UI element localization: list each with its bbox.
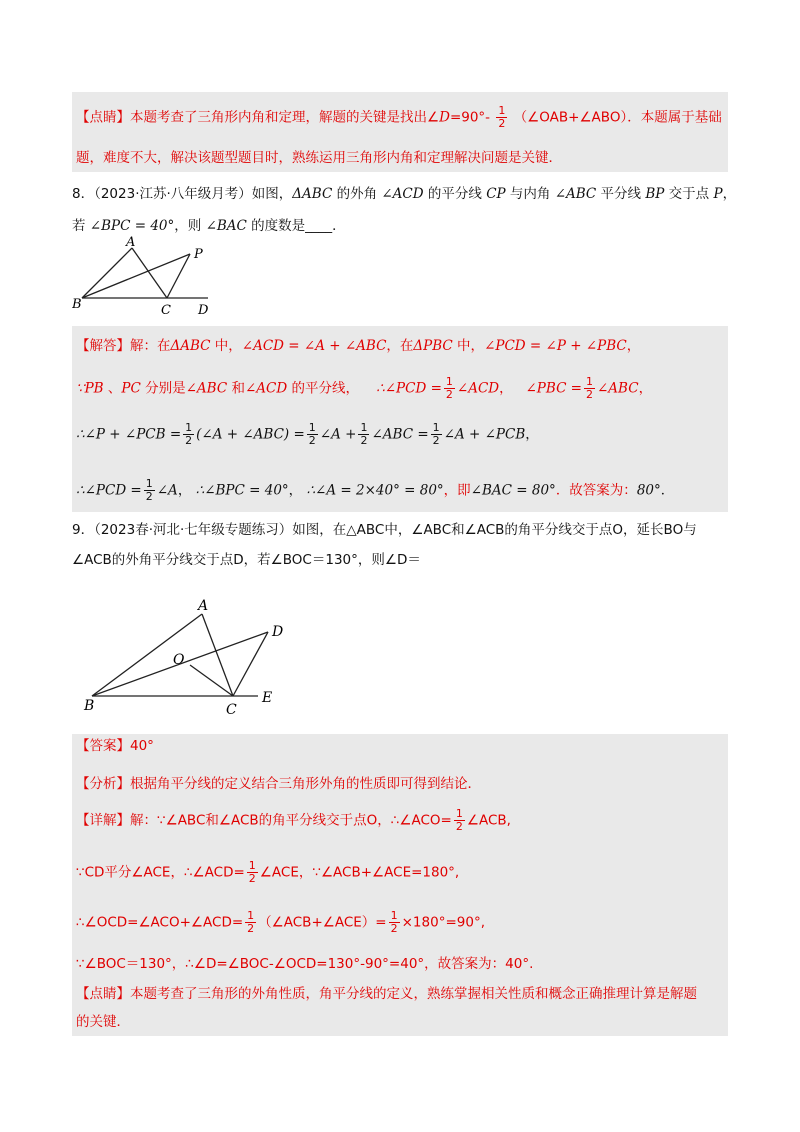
frac-den: 2 xyxy=(360,434,368,447)
line-ba xyxy=(82,248,132,298)
math: ∴∠BPC = 40° xyxy=(195,482,289,499)
fraction xyxy=(183,422,194,447)
line-ba xyxy=(92,614,202,696)
sol9-detail-4: ∵∠BOC＝130°，∴∠D=∠BOC-∠OCD=130°-90°=40°，故答案为：40°. xyxy=(76,956,534,972)
text: =90°- xyxy=(449,109,491,126)
text: 8．（2023·江苏·八年级月考）如图， xyxy=(72,186,293,202)
fraction xyxy=(247,860,258,885)
text: ， xyxy=(638,380,653,397)
math: ∠A xyxy=(156,482,178,499)
fraction xyxy=(584,376,595,401)
frac-den: 2 xyxy=(445,388,453,401)
math: ∠ACD = ∠A + ∠ABC xyxy=(241,338,387,354)
text: 【详解】解：∵∠ABC和∠ACB的角平分线交于点O，∴∠ACO= xyxy=(76,812,452,829)
text: 的平分线 xyxy=(423,186,487,202)
math: 80° xyxy=(636,482,661,499)
text: ，即 xyxy=(443,482,471,499)
line-cp xyxy=(167,254,190,298)
label-a: A xyxy=(198,598,209,614)
label-c: C xyxy=(226,702,237,718)
text: ， xyxy=(626,338,641,354)
frac-num: 1 xyxy=(308,421,316,434)
frac-den: 2 xyxy=(432,434,440,447)
frac-num: 1 xyxy=(145,477,153,490)
q8-line-1 xyxy=(72,184,736,204)
label-d: D xyxy=(198,303,209,318)
math: ∠ACD xyxy=(381,186,424,202)
dianjing-block-1 xyxy=(72,92,728,172)
math: ∠BPC = 40° xyxy=(89,218,175,234)
frac-den: 2 xyxy=(390,922,398,935)
text: ，则 xyxy=(174,218,206,234)
dianjing-line-1 xyxy=(76,105,722,130)
text: ， xyxy=(499,380,513,397)
sol8-line-1 xyxy=(76,336,640,356)
frac-num: 1 xyxy=(360,421,368,434)
text: 中， xyxy=(452,338,485,354)
sol9-answer: 【答案】40° xyxy=(76,738,154,754)
fraction xyxy=(389,910,400,935)
math: ∴∠PCD = xyxy=(376,380,442,397)
math: ∠A + ∠PCB xyxy=(443,426,526,443)
line-cd xyxy=(233,632,268,696)
frac-den: 2 xyxy=(498,117,506,130)
frac-den: 2 xyxy=(145,490,153,503)
q8-solution-block xyxy=(72,326,728,512)
frac-num: 1 xyxy=(498,104,506,117)
frac-num: 1 xyxy=(455,807,463,820)
fraction xyxy=(307,422,318,447)
math: ∠ABC xyxy=(597,380,639,397)
text: 分别是 xyxy=(140,380,186,397)
q9-line-2: ∠ACB的外角平分线交于点D，若∠BOC＝130°，则∠D＝ xyxy=(72,552,421,568)
frac-num: 1 xyxy=(390,909,398,922)
math: ∠ABC = xyxy=(371,426,429,443)
sol9-dianjing-2: 的关键． xyxy=(76,1014,130,1030)
math: ∠PBC = xyxy=(525,380,582,397)
fraction xyxy=(358,422,369,447)
frac-den: 2 xyxy=(248,872,256,885)
math: ∠PCD = ∠P + ∠PBC xyxy=(484,338,627,354)
text: 若 xyxy=(72,218,90,234)
label-o: O xyxy=(173,652,185,668)
label-b: B xyxy=(84,698,95,714)
fraction xyxy=(245,910,256,935)
math: ∠ACD xyxy=(456,380,500,397)
text: 与内角 xyxy=(505,186,555,202)
text: 的平分线， xyxy=(287,380,359,397)
text: ∠ACB, xyxy=(466,812,511,829)
text: 中， xyxy=(210,338,242,354)
fraction xyxy=(454,808,465,833)
label-p: P xyxy=(194,247,203,262)
sol9-detail-3 xyxy=(76,910,485,935)
frac-den: 2 xyxy=(455,820,463,833)
text: 交于点 xyxy=(664,186,714,202)
text: （∠OAB+∠ABO）．本题属于基础 xyxy=(513,109,722,126)
math: ∠ABC xyxy=(554,186,597,202)
math: D xyxy=(439,109,450,126)
text: （∠ACB+∠ACE）= xyxy=(258,914,387,931)
math: ΔABC xyxy=(170,338,211,354)
sol9-detail-2 xyxy=(76,860,459,885)
text: ∠ACE，∵∠ACB+∠ACE=180°, xyxy=(259,864,460,881)
text: 【解答】解：在 xyxy=(76,338,171,354)
q9-line-1: 9．（2023春·河北·七年级专题练习）如图，在△ABC中，∠ABC和∠ACB的角平分线交于点O，延长BO与 xyxy=(72,522,697,538)
text: ∴∠OCD=∠ACO+∠ACD= xyxy=(76,914,244,931)
fraction xyxy=(444,376,455,401)
text: 【点睛】本题考查了三角形内角和定理，解题的关键是找出∠ xyxy=(76,109,440,126)
label-d: D xyxy=(272,624,284,640)
math: ∴∠A = 2×40° = 80° xyxy=(306,482,444,499)
text: 、 xyxy=(103,380,122,397)
text: ， xyxy=(525,426,539,443)
math: ∠BAC = 80° xyxy=(470,482,556,499)
math: CP xyxy=(486,186,506,202)
frac-den: 2 xyxy=(185,434,193,447)
text: 的度数是____． xyxy=(246,218,346,234)
q9-triangle-figure xyxy=(80,590,300,720)
math: ∠ABC xyxy=(185,380,228,397)
fraction xyxy=(496,105,507,130)
text: 的外角 xyxy=(332,186,382,202)
frac-num: 1 xyxy=(586,375,593,388)
math: ΔABC xyxy=(292,186,333,202)
dianjing-line-2: 题，难度不大，解决该题型题目时，熟练运用三角形内角和定理解决问题是关键． xyxy=(76,150,562,166)
sol8-line-2 xyxy=(76,376,652,401)
frac-den: 2 xyxy=(308,434,316,447)
line-ac xyxy=(132,248,167,298)
frac-num: 1 xyxy=(445,375,453,388)
text: ， xyxy=(288,482,303,499)
sol8-line-3 xyxy=(76,422,539,447)
math: ∠A + xyxy=(319,426,357,443)
frac-num: 1 xyxy=(247,909,255,922)
frac-num: 1 xyxy=(185,421,193,434)
frac-den: 2 xyxy=(586,388,593,401)
math: ∠ACD xyxy=(244,380,288,397)
text: ∵CD平分∠ACE，∴∠ACD= xyxy=(76,864,245,881)
text: ．故答案为： xyxy=(555,482,637,499)
text: ×180°=90°, xyxy=(401,914,485,931)
label-c: C xyxy=(161,303,171,318)
sol8-line-4 xyxy=(76,478,674,503)
math: ΔPBC xyxy=(413,338,453,354)
frac-num: 1 xyxy=(432,421,440,434)
fraction xyxy=(144,478,155,503)
label-b: B xyxy=(72,297,82,312)
math: ∴∠PCD = xyxy=(76,482,142,499)
math: BP xyxy=(645,186,665,202)
q9-solution-block xyxy=(72,734,728,1036)
math: PC xyxy=(121,380,141,397)
fraction xyxy=(431,422,442,447)
sol9-dianjing-1: 【点睛】本题考查了三角形的外角性质，角平分线的定义，熟练掌握相关性质和概念正确推理计算是解题 xyxy=(76,986,697,1002)
sol9-detail-1 xyxy=(76,808,511,833)
text: ，在 xyxy=(386,338,414,354)
label-a: A xyxy=(126,235,136,250)
math: ∵PB xyxy=(76,380,104,397)
math: P xyxy=(713,186,723,202)
frac-den: 2 xyxy=(247,922,255,935)
label-e: E xyxy=(262,690,273,706)
text: 和 xyxy=(227,380,245,397)
text: ， xyxy=(177,482,192,499)
math: (∠A + ∠ABC) = xyxy=(196,426,305,443)
math: ∴∠P + ∠PCB = xyxy=(76,426,182,443)
math: ∠BAC xyxy=(205,218,247,234)
text: ， xyxy=(722,186,737,202)
q8-triangle-figure xyxy=(72,232,222,322)
text: ． xyxy=(660,482,675,499)
line-bp xyxy=(82,254,190,298)
sol9-analysis: 【分析】根据角平分线的定义结合三角形外角的性质即可得到结论． xyxy=(76,776,481,792)
text: 平分线 xyxy=(596,186,646,202)
frac-num: 1 xyxy=(248,859,256,872)
